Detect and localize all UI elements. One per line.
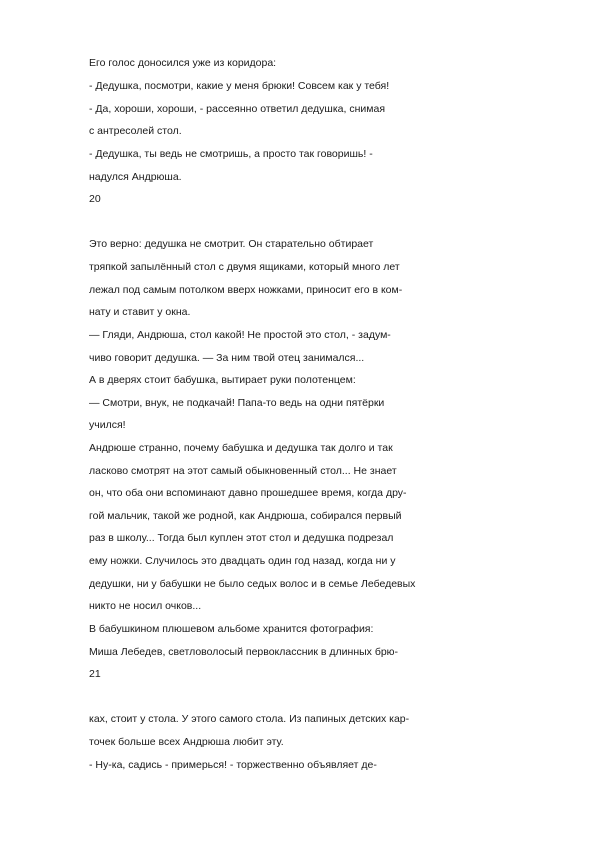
text-line: Миша Лебедев, светловолосый первоклассник в длинных брю- [89, 646, 399, 658]
text-line: А в дверях стоит бабушка, вытирает руки полотенцем: [89, 374, 356, 386]
text-line: чиво говорит дедушка. — За ним твой отец занимался... [89, 352, 365, 364]
text-line: Андрюше странно, почему бабушка и дедушка так долго и так [89, 442, 393, 454]
text-line: тряпкой запылённый стол с двумя ящиками, который много лет [89, 261, 400, 273]
text-line: - Дедушка, посмотри, какие у меня брюки! Совсем как у тебя! [89, 80, 390, 92]
text-line: нату и ставит у окна. [89, 306, 191, 318]
text-line: ему ножки. Случилось это двадцать один год назад, когда ни у [89, 555, 396, 567]
text-line: — Смотри, внук, не подкачай! Папа-то ведь на одни пятёрки [89, 397, 385, 409]
text-line: ках, стоит у стола. У этого самого стола. Из папиных детских кар- [89, 713, 410, 725]
text-line: гой мальчик, такой же родной, как Андрюша, собирался первый [89, 510, 402, 522]
page-number: 20 [89, 193, 101, 205]
text-line: - Да, хороши, хороши, - рассеянно ответил дедушка, снимая [89, 103, 385, 115]
text-line: - Ну-ка, садись - примерься! - торжественно объявляет де- [89, 759, 377, 771]
text-line: Его голос доносился уже из коридора: [89, 57, 277, 69]
text-line: — Гляди, Андрюша, стол какой! Не простой это стол, - задум- [89, 329, 391, 341]
text-line: никто не носил очков... [89, 600, 202, 612]
text-line: он, что оба они вспоминают давно прошедшее время, когда дру- [89, 487, 407, 499]
text-line: Это верно: дедушка не смотрит. Он старательно обтирает [89, 238, 374, 250]
text-line: - Дедушка, ты ведь не смотришь, а просто так говоришь! - [89, 148, 373, 160]
text-line: лежал под самым потолком вверх ножками, приносит его в ком- [89, 284, 403, 296]
page-number: 21 [89, 668, 101, 680]
text-line: раз в школу... Тогда был куплен этот стол и дедушка подрезал [89, 532, 394, 544]
text-line: ласково смотрят на этот самый обыкновенный стол... Не знает [89, 465, 397, 477]
text-line: дедушки, ни у бабушки не было седых волос и в семье Лебедевых [89, 578, 416, 590]
text-line: надулся Андрюша. [89, 171, 182, 183]
text-line: учился! [89, 419, 126, 431]
text-line: В бабушкином плюшевом альбоме хранится фотография: [89, 623, 374, 635]
text-line: точек больше всех Андрюша любит эту. [89, 736, 284, 748]
text-line: с антресолей стол. [89, 125, 182, 137]
